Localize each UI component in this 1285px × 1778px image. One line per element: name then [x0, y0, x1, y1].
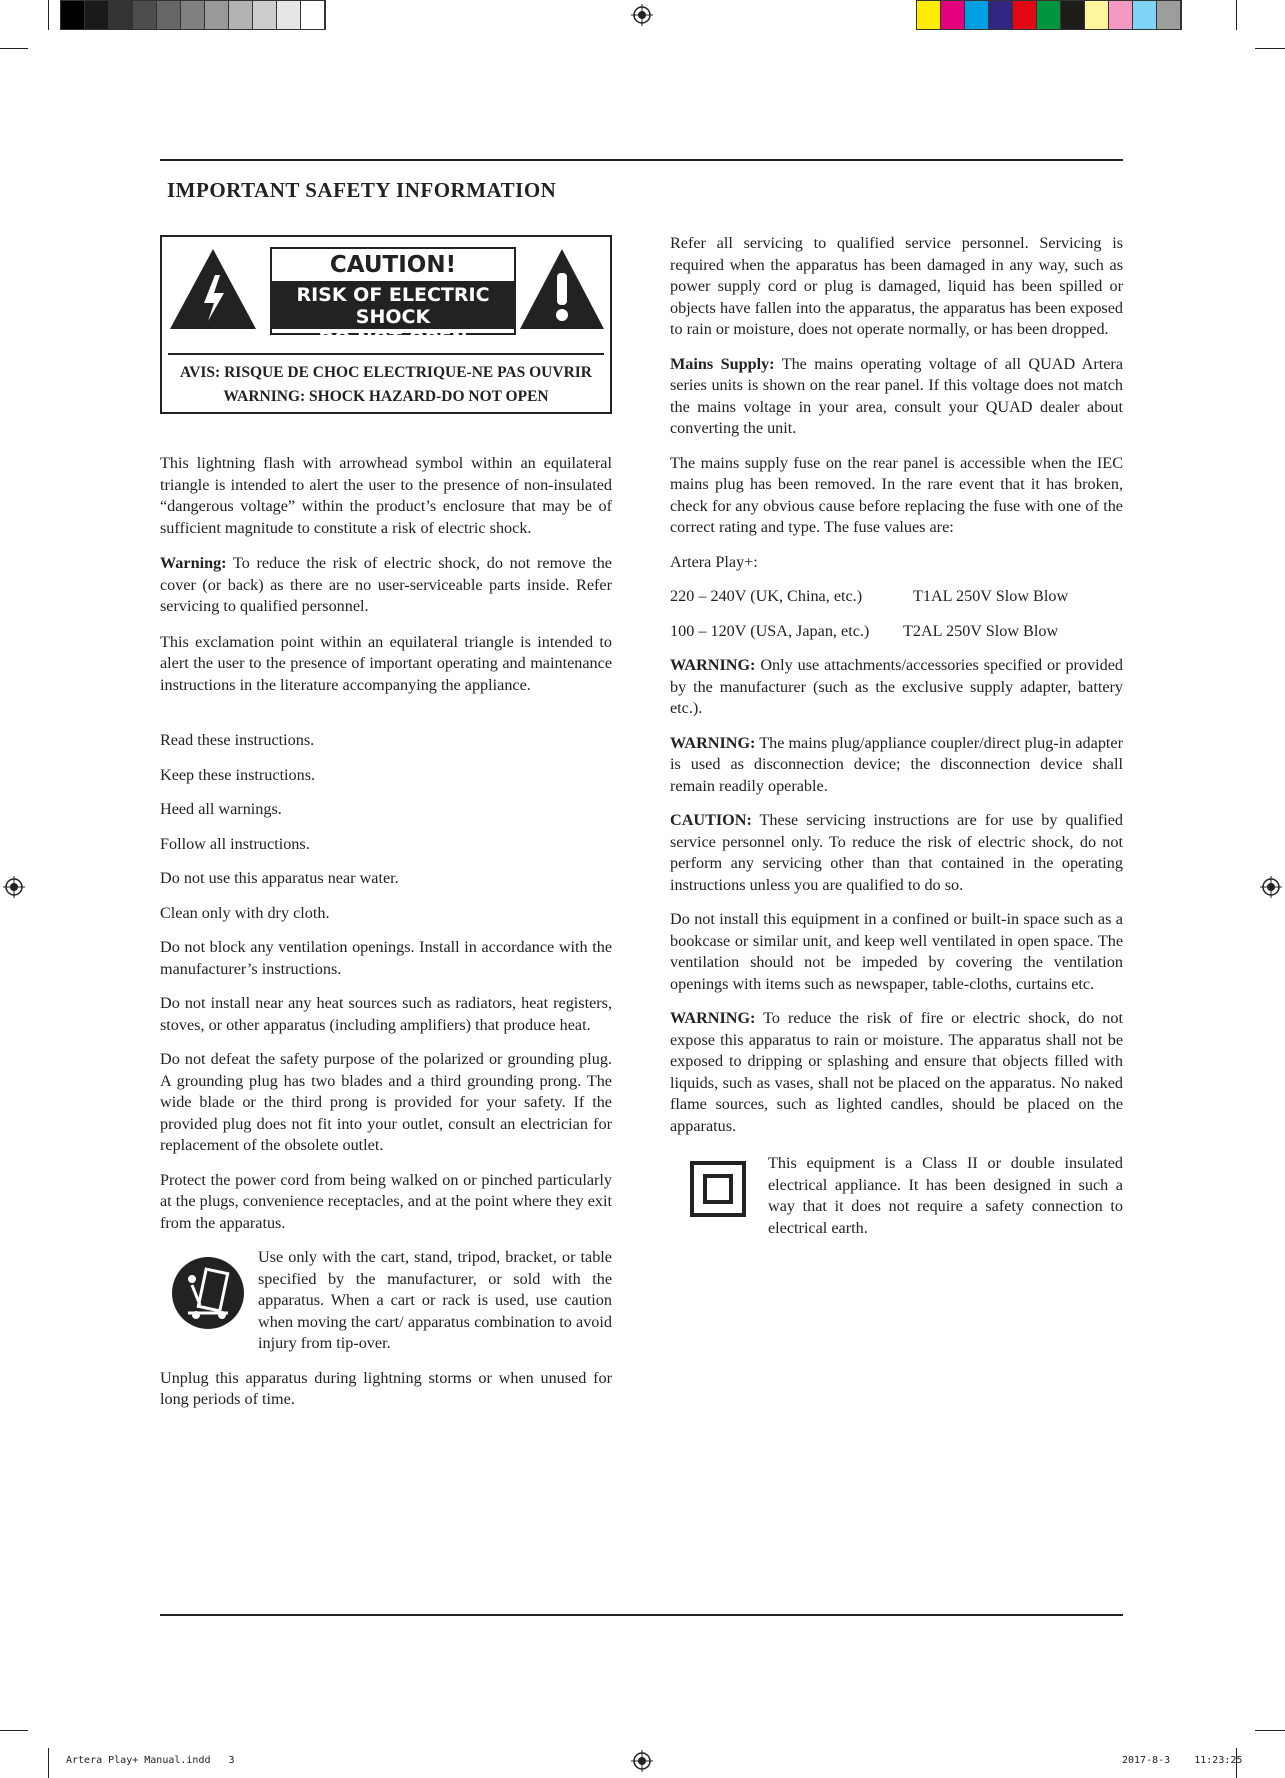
fuse-value: T1AL 250V Slow Blow	[913, 587, 1069, 605]
class-ii-block	[670, 1153, 1123, 1239]
warning-body: Only use attachments/accessories specified or provided by the manufacturer (such as the exclusive supply adapter, battery etc.).	[670, 656, 1123, 717]
fuse-region: 100 – 120V (USA, Japan, etc.)	[670, 621, 870, 640]
registration-mark-icon	[3, 876, 25, 898]
caution-separator	[168, 353, 604, 355]
color-swatch	[1037, 1, 1061, 29]
cart-warning-body: Use only with the cart, stand, tripod, bracket, or table specified by the manufacturer, or sold with the apparatus. When a cart or rack is used, use caution when moving the cart/ apparatus combination to avoid injury from tip-over.	[258, 1248, 612, 1352]
registration-mark-icon	[631, 1750, 653, 1772]
color-swatch	[1133, 1, 1157, 29]
instruction-item: Do not use this apparatus near water.	[160, 869, 399, 887]
caution-bilingual-text	[162, 361, 610, 409]
exclamation-symbol-text: This exclamation point within an equilateral triangle is intended to alert the user to the presence of important operating and maintenance instructions in the literature accompanying the appliance.	[160, 632, 612, 694]
gray-color-bar	[60, 0, 326, 30]
fuse-row	[670, 621, 1123, 643]
registration-mark-icon	[631, 4, 653, 26]
exclamation-warning-icon	[518, 247, 606, 331]
instruction-item: Clean only with dry cloth.	[160, 903, 330, 922]
warning-body: The mains plug/appliance coupler/direct plug-in adapter is used as disconnection device; the disconnection device shall remain readily operable.	[670, 733, 1123, 795]
warning-body: To reduce the risk of fire or electric shock, do not expose this apparatus to rain or moisture. The apparatus shall not be exposed to dripping or splashing and ensure that objects filled with liquids, such as vases, shall not be placed on the apparatus. No naked flame sources, such as lighted candles, should be placed on the apparatus.	[670, 1009, 1123, 1135]
caution-heading: CAUTION!	[329, 252, 457, 278]
cart-tip-over-icon	[170, 1255, 246, 1331]
caution-label-text: CAUTION:	[670, 811, 752, 829]
caution-body: These servicing instructions are for use by qualified service personnel only. To reduce the risk of electric shock, do not perform any servicing other than that contained in the operating instructions unless you are qualified to do so.	[670, 811, 1123, 894]
color-swatch	[133, 1, 157, 29]
color-swatch	[917, 1, 941, 29]
fuse-row	[670, 586, 1123, 608]
class-ii-text: This equipment is a Class II or double insulated electrical appliance. It has been designed in such a way that it does not require a safety connection to electrical earth.	[768, 1154, 1123, 1237]
warning-label: WARNING:	[670, 1009, 756, 1027]
fuse-info-text: The mains supply fuse on the rear panel is accessible when the IEC mains plug has been removed. In the rare event that it has broken, check for any obvious cause before replacing the fuse with one of the correct rating and type. The fuse values are:	[670, 453, 1123, 536]
instruction-item: Follow all instructions.	[160, 834, 310, 853]
crop-mark	[1255, 48, 1285, 49]
caution-label	[160, 235, 612, 414]
color-swatch	[85, 1, 109, 29]
crop-mark	[48, 0, 49, 30]
cart-warning-text	[160, 1247, 612, 1355]
warning-disconnect-text	[670, 733, 1123, 798]
instruction-item: Keep these instructions.	[160, 765, 316, 784]
registration-mark-icon	[1260, 876, 1282, 898]
lightning-warning-icon	[168, 247, 258, 331]
caution-line-2: DO NOT OPEN	[318, 328, 468, 350]
crop-mark	[0, 1730, 28, 1731]
class-ii-double-insulation-icon	[690, 1161, 746, 1217]
slug-timestamp: 2017-8-3 11:23:25	[1122, 1755, 1243, 1766]
caution-servicing-text	[670, 810, 1123, 896]
page-title: IMPORTANT SAFETY INFORMATION	[167, 178, 557, 202]
mains-supply-body: The mains operating voltage of all QUAD Artera series units is shown on the rear panel. If this voltage does not match the mains voltage in your area, consult your QUAD dealer about converting the unit.	[670, 354, 1123, 437]
warning-label: WARNING:	[670, 656, 756, 674]
caution-warning-block	[272, 281, 514, 350]
warning-label: WARNING:	[670, 733, 756, 752]
color-swatch	[1061, 1, 1085, 29]
instruction-item: Heed all warnings.	[160, 800, 282, 818]
warning-label: Warning:	[160, 554, 227, 572]
color-swatch	[205, 1, 229, 29]
color-swatch	[181, 1, 205, 29]
caution-panel	[270, 247, 516, 350]
color-swatch	[941, 1, 965, 29]
warning-body: To reduce the risk of electric shock, do not remove the cover (or back) as there are no user-serviceable parts inside. Refer servicing to qualified personnel.	[160, 554, 612, 615]
instruction-item: Unplug this apparatus during lightning storms or when unused for long periods of time.	[160, 1368, 612, 1408]
lightning-symbol-text: This lightning flash with arrowhead symbol within an equilateral triangle is intended to alert the user to the presence of non-insulated “dangerous voltage” within the product’s enclosure that may be of sufficient magnitude to constitute a risk of electric shock.	[160, 454, 612, 537]
instruction-item: Protect the power cord from being walked on or pinched particularly at the plugs, convenience receptacles, and at the point where they exit from the apparatus.	[160, 1170, 612, 1232]
instruction-item: Do not block any ventilation openings. Install in accordance with the manufacturer’s instructions.	[160, 938, 612, 978]
color-swatch	[109, 1, 133, 29]
top-rule	[160, 159, 1123, 161]
color-swatch	[61, 1, 85, 29]
fuse-value: T2AL 250V Slow Blow	[903, 621, 1059, 640]
instruction-item: Do not defeat the safety purpose of the polarized or grounding plug. A grounding plug has two blades and a third grounding prong. The wide blade or the third prong is provided for your safety. If the provided plug does not fit into your outlet, consult an electrician for replacement of the obsolete outlet.	[160, 1050, 612, 1154]
ventilation-text: Do not install this equipment in a confined or built-in space such as a bookcase or similar unit, and keep well ventilated in open space. The ventilation should not be impeded by covering the ventilation openings with items such as newspaper, table-cloths, curtains etc.	[670, 910, 1123, 993]
caution-french: AVIS: RISQUE DE CHOC ELECTRIQUE-NE PAS OUVRIR	[180, 364, 592, 381]
color-swatch	[1157, 1, 1181, 29]
model-name: Artera Play+:	[670, 552, 758, 571]
color-swatch	[301, 1, 325, 29]
crop-mark	[0, 48, 28, 49]
color-swatch	[277, 1, 301, 29]
color-swatch	[229, 1, 253, 29]
left-column	[160, 453, 612, 1424]
servicing-text: Refer all servicing to qualified service personnel. Servicing is required when the apparatus has been damaged in any way, such as power supply cord or plug is damaged, liquid has been spilled or objects have fallen into the apparatus, the apparatus has been exposed to rain or moisture, does not operate normally, or has been dropped.	[670, 234, 1123, 338]
color-swatch	[965, 1, 989, 29]
color-swatch	[989, 1, 1013, 29]
caution-line-1: RISK OF ELECTRIC SHOCK	[296, 284, 490, 328]
crop-mark	[1236, 0, 1237, 30]
caution-english: WARNING: SHOCK HAZARD-DO NOT OPEN	[223, 388, 549, 405]
instruction-item: Do not install near any heat sources such as radiators, heat registers, stoves, or other apparatus (including amplifiers) that produce heat.	[160, 994, 612, 1034]
mains-supply-text	[670, 354, 1123, 440]
crop-mark	[48, 1748, 49, 1778]
color-swatch	[1085, 1, 1109, 29]
bottom-rule	[160, 1614, 1123, 1616]
color-swatch	[157, 1, 181, 29]
mains-supply-label: Mains Supply:	[670, 354, 775, 373]
warning-moisture-text	[670, 1008, 1123, 1137]
color-swatch	[253, 1, 277, 29]
slug-file-name: Artera Play+ Manual.indd 3	[66, 1755, 235, 1766]
instruction-item: Read these instructions.	[160, 731, 315, 749]
fuse-region: 220 – 240V (UK, China, etc.)	[670, 587, 863, 605]
color-swatch	[1109, 1, 1133, 29]
warning-accessories-text	[670, 655, 1123, 720]
right-column	[670, 233, 1123, 1239]
crop-mark	[1255, 1730, 1285, 1731]
warning-cover-text	[160, 553, 612, 618]
color-calibration-bar	[916, 0, 1182, 30]
color-swatch	[1013, 1, 1037, 29]
